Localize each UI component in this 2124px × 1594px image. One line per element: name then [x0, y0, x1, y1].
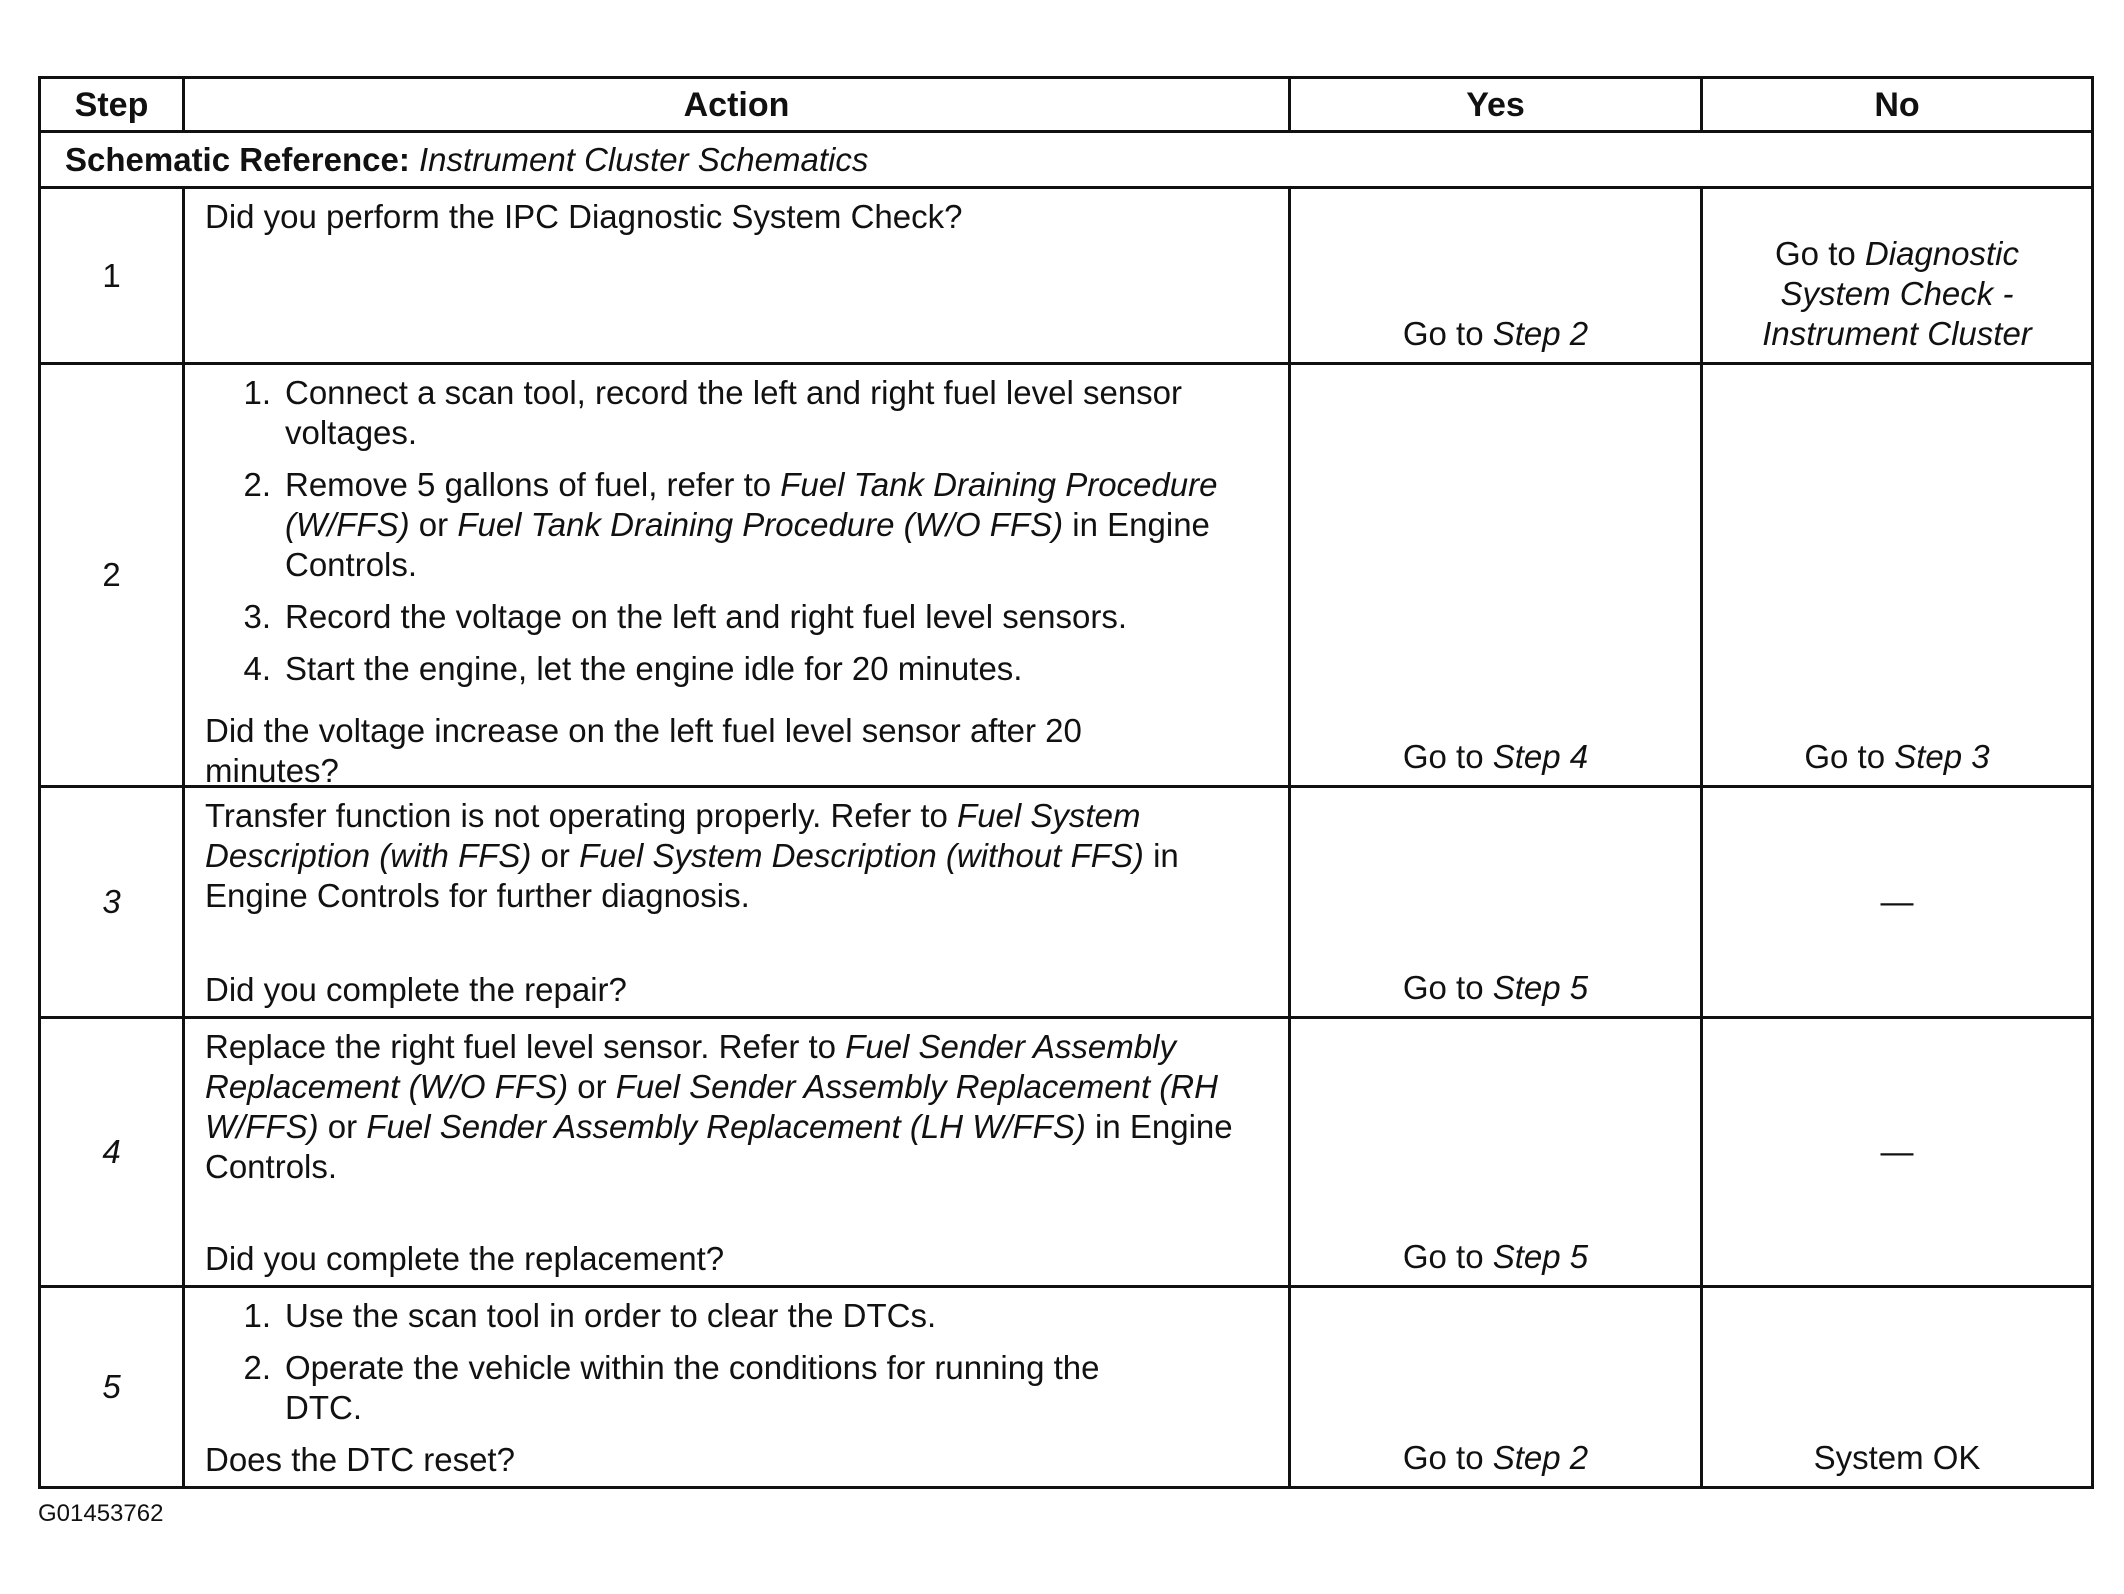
yes-cell	[1290, 787, 1702, 1018]
no-link-line-2[interactable]: System Check -	[1780, 275, 2014, 312]
list-item: 1. Connect a scan tool, record the left and right fuel level sensor voltages.	[243, 374, 1183, 451]
no-dash: —	[1880, 1133, 1914, 1170]
table-row-step-5	[40, 1287, 2093, 1488]
fuel-sender-replacement-rh-link[interactable]: Fuel Sender Assembly Replacement (RH W/FFS)	[205, 1068, 1218, 1145]
table-row-step-3	[40, 787, 2093, 1018]
no-cell	[1702, 188, 2093, 364]
fuel-system-description-no-ffs-link[interactable]: Fuel System Description (without FFS)	[579, 837, 1144, 874]
no-prefix: Go to	[1804, 738, 1895, 775]
yes-prefix: Go to	[1402, 969, 1493, 1006]
yes-cell	[1290, 1018, 1702, 1287]
yes-step-link[interactable]: Step 4	[1492, 738, 1589, 775]
yes-prefix: Go to	[1402, 1439, 1493, 1476]
fuel-system-description-ffs-link[interactable]: Fuel System Description (with FFS)	[205, 797, 1141, 874]
action-cell	[184, 787, 1290, 1018]
no-cell	[1702, 787, 2093, 1018]
yes-step-link[interactable]: Step 5	[1492, 969, 1589, 1006]
action-steps-list	[205, 373, 1276, 701]
header-row	[40, 78, 2093, 132]
no-link-line-3[interactable]: Instrument Cluster	[1762, 315, 2032, 352]
schematic-reference-link[interactable]: Instrument Cluster Schematics	[419, 140, 869, 178]
fuel-tank-draining-wffs-link[interactable]: Fuel Tank Draining Procedure (W/FFS)	[285, 466, 1218, 543]
step-number: 2	[40, 364, 184, 787]
header-step: Step	[40, 78, 184, 132]
yes-prefix: Go to	[1402, 315, 1493, 352]
yes-step-link[interactable]: Step 2	[1492, 315, 1589, 352]
yes-prefix: Go to	[1402, 1238, 1493, 1275]
step-number: 1	[40, 188, 184, 364]
no-step-link[interactable]: Step 3	[1894, 738, 1990, 775]
action-text: Replace the right fuel level sensor. Refer to Fuel Sender Assembly Replacement (W/O FFS) or Fuel Sender Assembly Replacement (RH W/FFS) or Fuel Sender Assembly Replacement (LH W/FFS) in Engine Controls.	[205, 1028, 1233, 1185]
header-action: Action	[184, 78, 1290, 132]
no-cell	[1702, 1018, 2093, 1287]
action-question: Did the voltage increase on the left fuel level sensor after 20 minutes?	[205, 712, 1082, 789]
action-cell	[184, 1287, 1290, 1488]
list-item: 2. Remove 5 gallons of fuel, refer to Fuel Tank Draining Procedure (W/FFS) or Fuel Tank Draining Procedure (W/O FFS) in Engine Controls.	[243, 466, 1218, 583]
yes-step-link[interactable]: Step 2	[1492, 1439, 1589, 1476]
fuel-sender-replacement-lh-link[interactable]: Fuel Sender Assembly Replacement (LH W/FFS)	[366, 1108, 1086, 1145]
header-yes: Yes	[1290, 78, 1702, 132]
action-question: Did you perform the IPC Diagnostic System Check?	[205, 198, 963, 235]
action-question: Does the DTC reset?	[205, 1441, 515, 1478]
action-cell	[184, 1018, 1290, 1287]
table-row-step-4	[40, 1018, 2093, 1287]
schematic-reference-label: Schematic Reference:	[65, 140, 410, 178]
list-item: 4. Start the engine, let the engine idle for 20 minutes.	[243, 650, 1023, 687]
table-row-step-2	[40, 364, 2093, 787]
no-prefix: Go to	[1775, 235, 1865, 272]
step-number: 4	[40, 1018, 184, 1287]
list-item: 1. Use the scan tool in order to clear the DTCs.	[243, 1297, 937, 1334]
action-steps-list	[205, 1296, 1276, 1428]
diagnostic-table	[38, 76, 2094, 1489]
action-cell	[184, 364, 1290, 787]
yes-cell	[1290, 188, 1702, 364]
schematic-reference-cell	[40, 132, 2093, 188]
action-question: Did you complete the repair?	[205, 971, 627, 1008]
action-text: Transfer function is not operating properly. Refer to Fuel System Description (with FFS) or Fuel System Description (without FFS) in Engine Controls for further diagnosis.	[205, 797, 1179, 914]
action-cell	[184, 188, 1290, 364]
no-cell	[1702, 1287, 2093, 1488]
no-dash: —	[1880, 883, 1914, 920]
list-item: 3. Record the voltage on the left and right fuel level sensors.	[243, 598, 1127, 635]
yes-cell	[1290, 364, 1702, 787]
no-link-line-1[interactable]: Diagnostic	[1864, 235, 2019, 272]
step-number: 5	[40, 1287, 184, 1488]
figure-id: G01453762	[38, 1500, 164, 1527]
action-question: Did you complete the replacement?	[205, 1240, 725, 1277]
no-cell	[1702, 364, 2093, 787]
schematic-reference-row	[40, 132, 2093, 188]
fuel-sender-replacement-woffs-link[interactable]: Fuel Sender Assembly Replacement (W/O FFS)	[205, 1028, 1176, 1105]
yes-cell	[1290, 1287, 1702, 1488]
header-no: No	[1702, 78, 2093, 132]
yes-step-link[interactable]: Step 5	[1492, 1238, 1589, 1275]
step-number: 3	[40, 787, 184, 1018]
fuel-tank-draining-woffs-link[interactable]: Fuel Tank Draining Procedure (W/O FFS)	[457, 506, 1064, 543]
table-row-step-1	[40, 188, 2093, 364]
no-result: System OK	[1813, 1439, 1981, 1476]
list-item: 2. Operate the vehicle within the conditions for running the DTC.	[243, 1349, 1100, 1426]
yes-prefix: Go to	[1402, 738, 1493, 775]
